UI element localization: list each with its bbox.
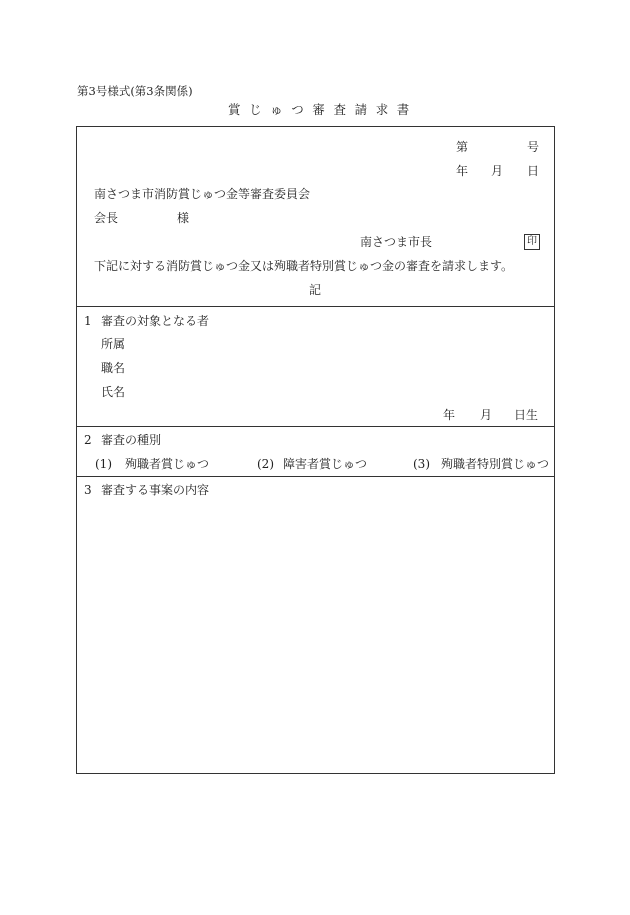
- sender: 南さつま市長: [360, 235, 433, 249]
- section1-number: 1: [84, 314, 92, 328]
- request-text: 下記に対する消防賞じゅつ金又は殉職者特別賞じゅつ金の審査を請求します。: [94, 259, 514, 273]
- addressee-org: 南さつま市消防賞じゅつ金等審査委員会: [94, 187, 311, 201]
- addressee-title: 会長: [94, 211, 119, 225]
- birth-month: 月: [480, 408, 493, 422]
- birth-day: 日生: [514, 408, 539, 422]
- section3-heading: 審査する事案の内容: [101, 483, 210, 497]
- option-3-number: (3): [413, 457, 430, 471]
- section3-number: 3: [84, 483, 92, 497]
- birth-year: 年: [443, 408, 456, 422]
- section2-heading: 審査の種別: [101, 433, 162, 447]
- affiliation-label: 所属: [101, 337, 126, 351]
- form-label: 第3号様式(第3条関係): [77, 84, 193, 98]
- date-month: 月: [491, 164, 504, 178]
- number-prefix: 第: [456, 140, 469, 154]
- form-frame: [76, 126, 555, 774]
- option-2-label: 障害者賞じゅつ: [283, 457, 368, 471]
- option-1-label: 殉職者賞じゅつ: [125, 457, 210, 471]
- position-label: 職名: [101, 361, 126, 375]
- number-suffix: 号: [527, 140, 540, 154]
- date-day: 日: [527, 164, 540, 178]
- seal-stamp: 印: [524, 234, 540, 250]
- ki-label: 記: [309, 283, 322, 297]
- divider-2: [76, 426, 555, 427]
- document-title: 賞じゅつ審査請求書: [228, 102, 418, 117]
- date-year: 年: [456, 164, 469, 178]
- divider-3: [76, 476, 555, 477]
- option-2-number: (2): [257, 457, 274, 471]
- divider-1: [76, 306, 555, 307]
- section2-number: 2: [84, 433, 92, 447]
- name-label: 氏名: [101, 385, 126, 399]
- addressee-honorific: 様: [177, 211, 190, 225]
- option-3-label: 殉職者特別賞じゅつ: [441, 457, 550, 471]
- option-1-number: (1): [95, 457, 112, 471]
- section1-heading: 審査の対象となる者: [101, 314, 210, 328]
